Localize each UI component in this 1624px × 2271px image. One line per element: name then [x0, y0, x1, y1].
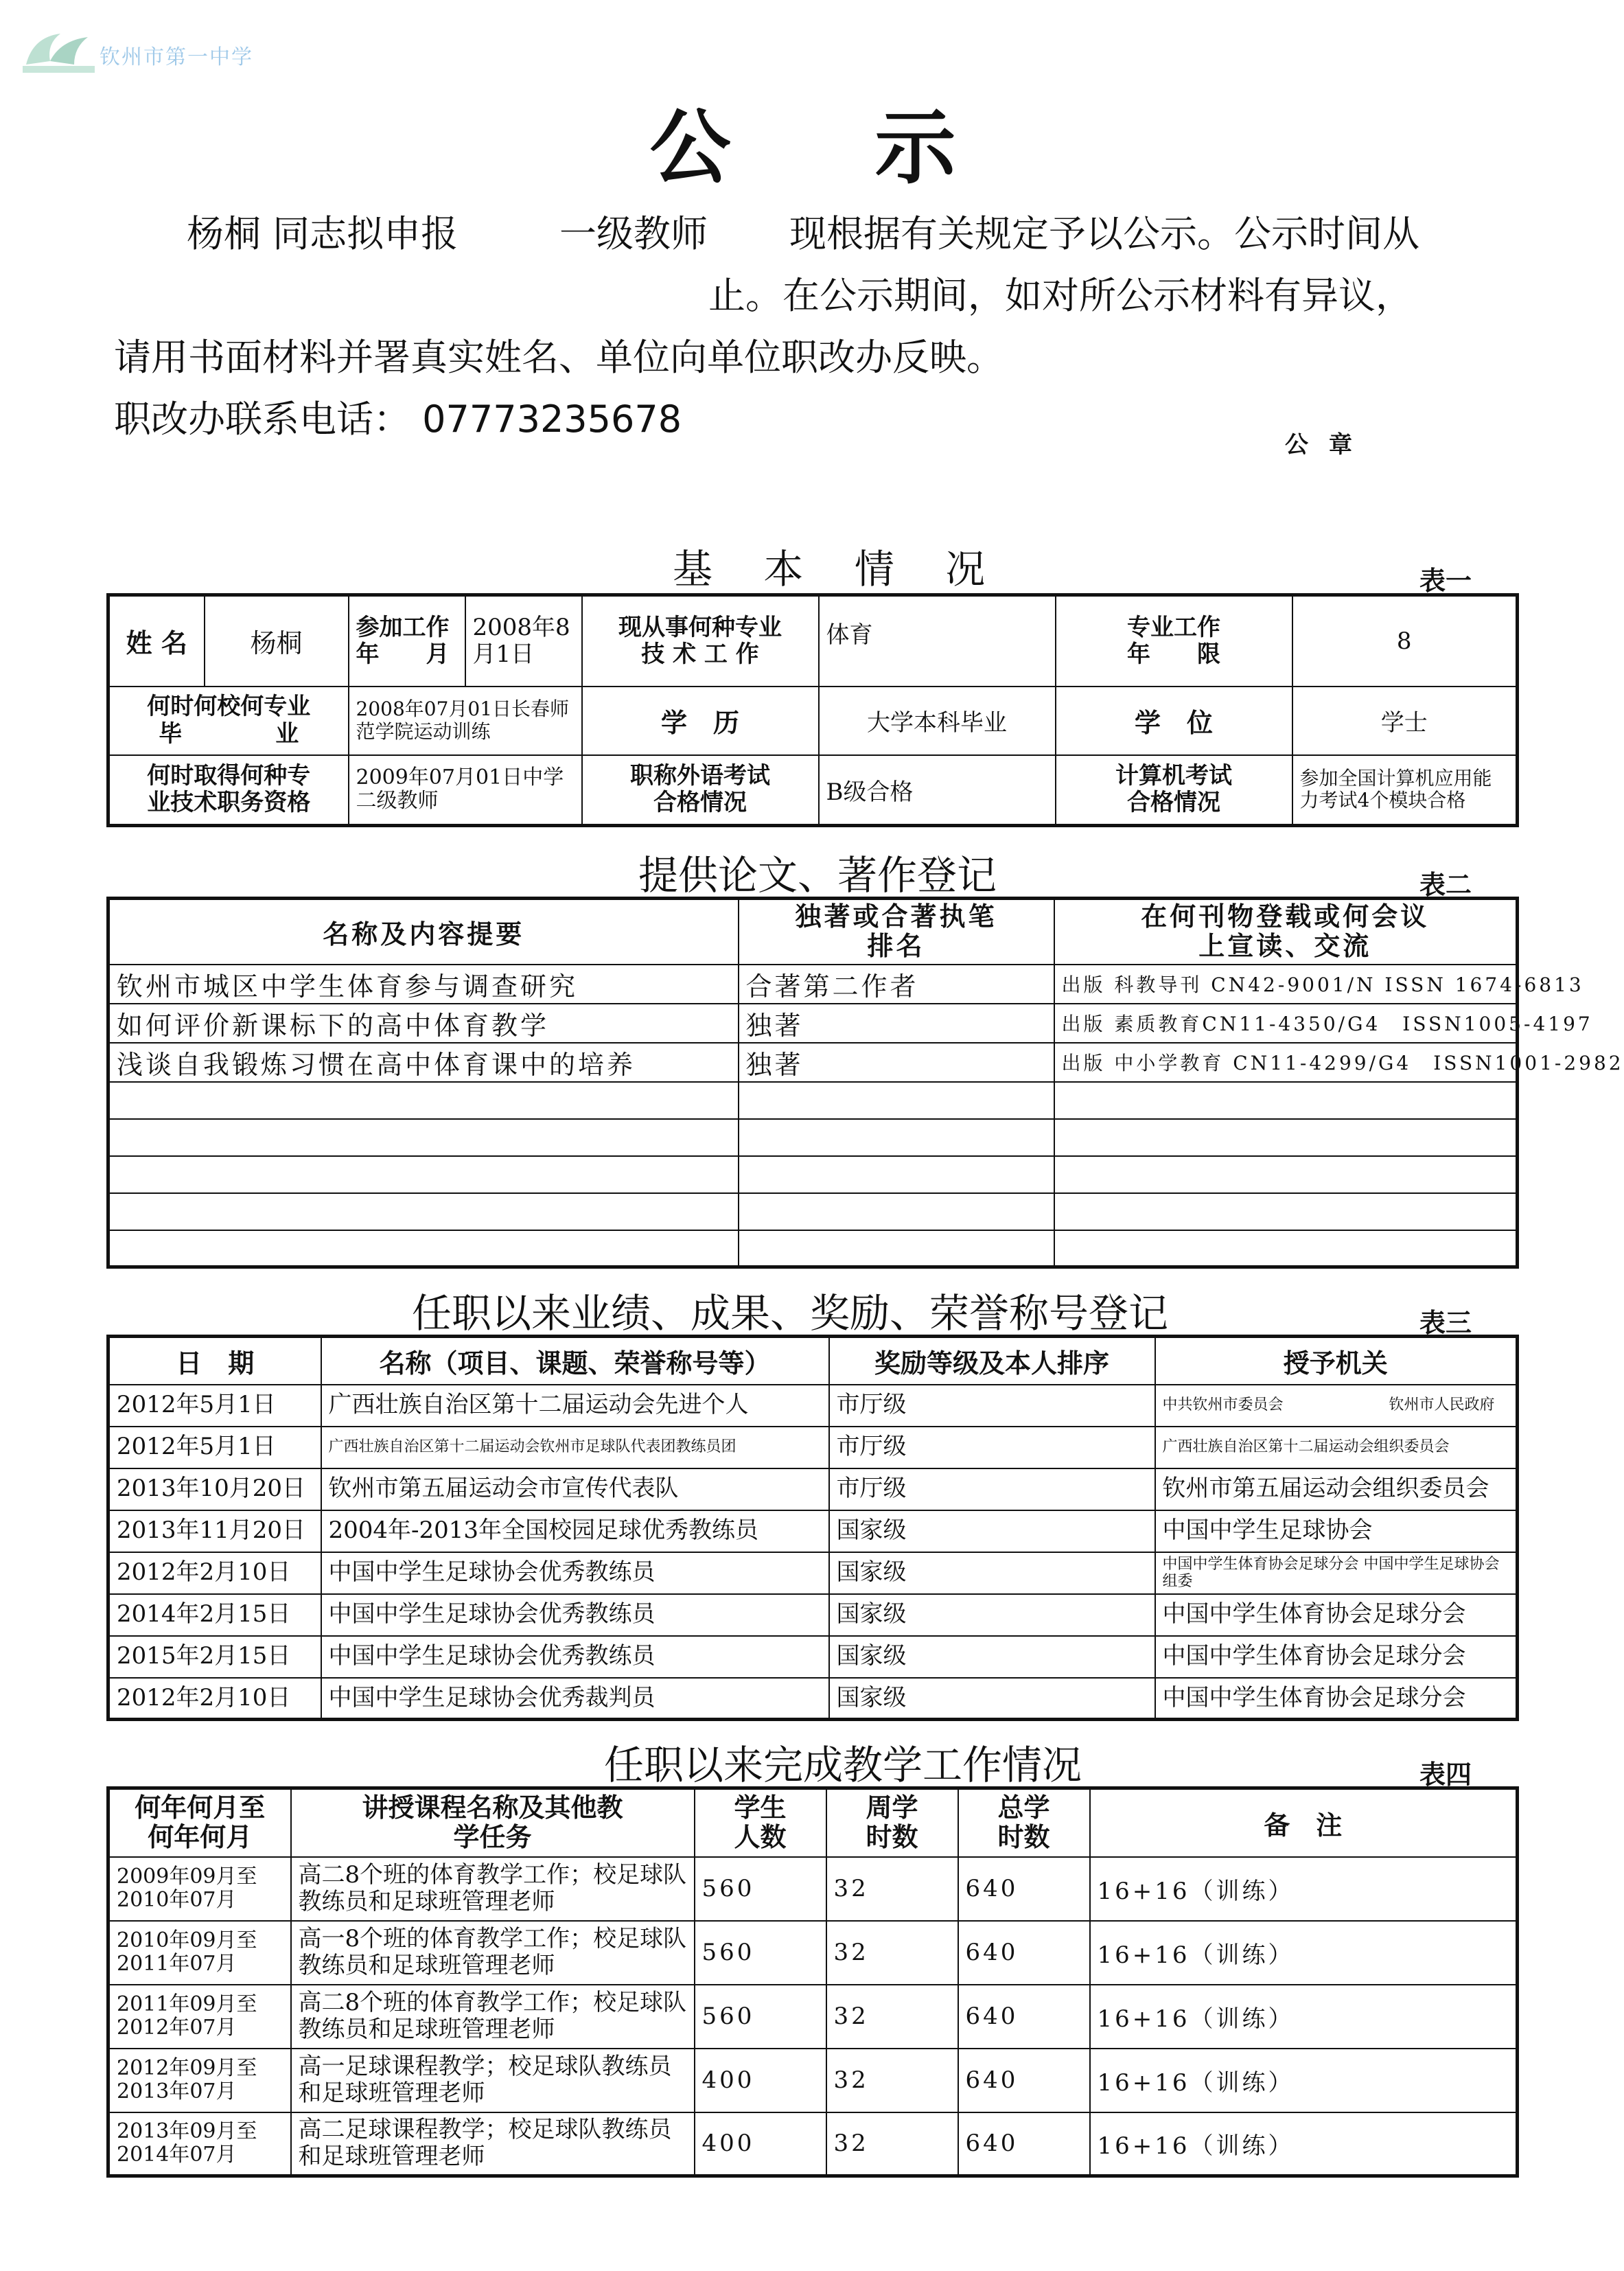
major-label-1: 现从事何种专业	[618, 613, 782, 641]
award-name: 中国中学生足球协会优秀教练员	[321, 1636, 829, 1678]
papers-row	[108, 1193, 1518, 1230]
lang-label	[582, 755, 819, 826]
award-date: 2012年5月1日	[108, 1385, 321, 1427]
notice-line2: 止。在公示期间，如对所公示材料有异议，	[708, 274, 1413, 317]
papers-row	[108, 1043, 1518, 1082]
awards-row	[108, 1385, 1518, 1427]
teach-period: 2011年09月至2012年07月	[108, 1985, 291, 2049]
teaching-row	[108, 2049, 1518, 2112]
teaching-row	[108, 1921, 1518, 1985]
teach-total: 640	[958, 2112, 1090, 2176]
awards-table	[106, 1335, 1519, 1721]
award-level: 国家级	[829, 1594, 1155, 1636]
teach-weekly: 32	[826, 1921, 958, 1985]
award-agency: 中国中学生体育协会足球分会	[1155, 1678, 1518, 1720]
award-level: 市厅级	[829, 1385, 1155, 1427]
teaching-table	[106, 1786, 1519, 2178]
teach-course: 高二8个班的体育教学工作；校足球队教练员和足球班管理老师	[291, 1857, 695, 1921]
awards-row	[108, 1552, 1518, 1594]
papers-header-rank: 独著或合著执笔排名	[739, 899, 1054, 965]
teach-course: 高二足球课程教学；校足球队教练员和足球班管理老师	[291, 2112, 695, 2176]
award-level: 国家级	[829, 1636, 1155, 1678]
paper-venue: 出版 中小学教育 CN11-4299/G4 ISSN1001-2982	[1054, 1043, 1518, 1082]
paper-venue	[1054, 1230, 1518, 1267]
comp-value: 参加全国计算机应用能力考试4个模块合格	[1292, 755, 1518, 826]
teaching-header-period: 何年何月至何年何月	[108, 1788, 291, 1857]
table-label-4: 表四	[1419, 1760, 1472, 1790]
years-label-2: 年 限	[1127, 640, 1220, 668]
major-value: 体育	[819, 595, 1056, 687]
award-agency: 中国中学生足球协会	[1155, 1510, 1518, 1552]
comp-label-2: 合格情况	[1127, 789, 1220, 817]
edu-label: 学 历	[582, 687, 819, 755]
awards-row	[108, 1636, 1518, 1678]
teach-weekly: 32	[826, 2049, 958, 2112]
seal-label: 公章	[1285, 431, 1373, 459]
teach-weekly: 32	[826, 2112, 958, 2176]
award-name: 广西壮族自治区第十二届运动会钦州市足球队代表团教练员团	[321, 1427, 829, 1468]
award-date: 2014年2月15日	[108, 1594, 321, 1636]
notice-title: 一级教师	[559, 212, 708, 255]
lang-value: B级合格	[819, 755, 1056, 826]
teach-students: 400	[695, 2112, 826, 2176]
teach-notes: 16+16（训练）	[1090, 2112, 1518, 2176]
page-title: 公示	[649, 100, 1100, 195]
edu-value: 大学本科毕业	[819, 687, 1056, 755]
grad-value: 2008年07月01日长春师范学院运动训练	[349, 687, 582, 755]
awards-row	[108, 1510, 1518, 1552]
notice-line4: 职改办联系电话： 07773235678	[114, 397, 682, 441]
work-start-label-1: 参加工作	[356, 613, 450, 641]
comp-label-1: 计算机考试	[1115, 762, 1232, 790]
papers-table	[106, 897, 1624, 1269]
section-title-papers: 提供论文、著作登记	[638, 852, 997, 899]
awards-header-level: 奖励等级及本人排序	[829, 1337, 1155, 1385]
work-start-value: 2008年8月1日	[465, 595, 582, 687]
award-name: 中国中学生足球协会优秀教练员	[321, 1552, 829, 1594]
teach-students: 560	[695, 1857, 826, 1921]
teach-course: 高一足球课程教学；校足球队教练员和足球班管理老师	[291, 2049, 695, 2112]
teaching-header-weekly: 周学时数	[826, 1788, 958, 1857]
award-level: 国家级	[829, 1510, 1155, 1552]
award-agency: 钦州市第五届运动会组织委员会	[1155, 1468, 1518, 1510]
award-level: 市厅级	[829, 1468, 1155, 1510]
papers-header-venue: 在何刊物登载或何会议上宣读、交流	[1054, 899, 1518, 965]
awards-row	[108, 1678, 1518, 1720]
papers-row	[108, 1230, 1518, 1267]
papers-row	[108, 1119, 1518, 1156]
grad-label	[108, 687, 349, 755]
awards-header-agency: 授予机关	[1155, 1337, 1518, 1385]
paper-name: 浅谈自我锻炼习惯在高中体育课中的培养	[108, 1043, 739, 1082]
awards-header-date: 日 期	[108, 1337, 321, 1385]
paper-rank	[739, 1082, 1054, 1119]
teaching-row	[108, 2112, 1518, 2176]
paper-venue	[1054, 1193, 1518, 1230]
paper-venue	[1054, 1156, 1518, 1193]
teach-course: 高二8个班的体育教学工作；校足球队教练员和足球班管理老师	[291, 1985, 695, 2049]
notice-line1: 现根据有关规定予以公示。公示时间从	[789, 212, 1419, 255]
teaching-header-total: 总学时数	[958, 1788, 1090, 1857]
teach-course: 高一8个班的体育教学工作；校足球队教练员和足球班管理老师	[291, 1921, 695, 1985]
paper-name	[108, 1230, 739, 1267]
name-label: 姓 名	[108, 595, 205, 687]
work-start-label-2: 年 月	[356, 640, 450, 668]
teach-total: 640	[958, 2049, 1090, 2112]
section-title-basic: 基 本 情 况	[673, 546, 1005, 592]
lang-label-2: 合格情况	[653, 789, 747, 817]
paper-rank	[739, 1156, 1054, 1193]
award-name: 钦州市第五届运动会市宣传代表队	[321, 1468, 829, 1510]
qual-label-2: 业技术职务资格	[147, 789, 311, 817]
teaching-header-course: 讲授课程名称及其他教学任务	[291, 1788, 695, 1857]
award-date: 2012年5月1日	[108, 1427, 321, 1468]
award-agency: 中国中学生体育协会足球分会	[1155, 1594, 1518, 1636]
paper-rank	[739, 1230, 1054, 1267]
award-level: 国家级	[829, 1678, 1155, 1720]
paper-name	[108, 1082, 739, 1119]
teach-period: 2010年09月至2011年07月	[108, 1921, 291, 1985]
paper-name	[108, 1156, 739, 1193]
awards-header-name: 名称（项目、课题、荣誉称号等）	[321, 1337, 829, 1385]
comp-label	[1056, 755, 1292, 826]
teaching-header-students: 学生人数	[695, 1788, 826, 1857]
teach-notes: 16+16（训练）	[1090, 1921, 1518, 1985]
major-label-2: 技 术 工 作	[641, 640, 759, 668]
award-date: 2012年2月10日	[108, 1552, 321, 1594]
paper-venue	[1054, 1119, 1518, 1156]
qual-label-1: 何时取得何种专	[147, 762, 311, 790]
section-title-awards: 任职以来业绩、成果、奖励、荣誉称号登记	[412, 1290, 1169, 1337]
award-name: 中国中学生足球协会优秀教练员	[321, 1594, 829, 1636]
teaching-row	[108, 1985, 1518, 2049]
notice-line3: 请用书面材料并署真实姓名、单位向单位职改办反映。	[114, 336, 1004, 379]
award-name: 2004年-2013年全国校园足球优秀教练员	[321, 1510, 829, 1552]
table-label-3: 表三	[1419, 1308, 1472, 1338]
award-level: 国家级	[829, 1552, 1155, 1594]
degree-label: 学 位	[1056, 687, 1292, 755]
paper-rank: 独著	[739, 1004, 1054, 1043]
paper-rank: 合著第二作者	[739, 965, 1054, 1004]
awards-row	[108, 1594, 1518, 1636]
papers-row	[108, 1004, 1518, 1043]
teach-students: 560	[695, 1985, 826, 2049]
teach-period: 2012年09月至2013年07月	[108, 2049, 291, 2112]
teach-students: 560	[695, 1921, 826, 1985]
teach-period: 2013年09月至2014年07月	[108, 2112, 291, 2176]
teach-weekly: 32	[826, 1857, 958, 1921]
table-label-2: 表二	[1419, 870, 1472, 900]
qual-label	[108, 755, 349, 826]
grad-label-2: 毕 业	[159, 719, 299, 748]
paper-name: 如何评价新课标下的高中体育教学	[108, 1004, 739, 1043]
teach-period: 2009年09月至2010年07月	[108, 1857, 291, 1921]
teach-weekly: 32	[826, 1985, 958, 2049]
teach-notes: 16+16（训练）	[1090, 1857, 1518, 1921]
teach-notes: 16+16（训练）	[1090, 1985, 1518, 2049]
table-label-1: 表一	[1419, 566, 1472, 596]
award-agency: 广西壮族自治区第十二届运动会组织委员会	[1155, 1427, 1518, 1468]
years-label-1: 专业工作	[1127, 613, 1220, 641]
basic-info-table	[106, 593, 1519, 827]
paper-rank	[739, 1193, 1054, 1230]
section-title-teaching: 任职以来完成教学工作情况	[604, 1742, 1082, 1788]
teaching-header-notes: 备 注	[1090, 1788, 1518, 1857]
logo-text: 钦州市第一中学	[100, 45, 253, 69]
papers-row	[108, 1156, 1518, 1193]
paper-venue: 出版 素质教育CN11-4350/G4 ISSN1005-4197	[1054, 1004, 1518, 1043]
grad-label-1: 何时何校何专业	[147, 693, 311, 721]
paper-name	[108, 1119, 739, 1156]
notice-name: 杨桐 同志拟申报	[187, 212, 459, 255]
name-value: 杨桐	[205, 595, 349, 687]
work-start-label	[349, 595, 465, 687]
award-date: 2013年11月20日	[108, 1510, 321, 1552]
award-name: 广西壮族自治区第十二届运动会先进个人	[321, 1385, 829, 1427]
paper-rank	[739, 1119, 1054, 1156]
years-value: 8	[1292, 595, 1518, 687]
papers-row	[108, 965, 1518, 1004]
paper-name	[108, 1193, 739, 1230]
papers-header-name: 名称及内容提要	[108, 899, 739, 965]
award-agency: 中国中学生体育协会足球分会	[1155, 1636, 1518, 1678]
teach-students: 400	[695, 2049, 826, 2112]
awards-row	[108, 1427, 1518, 1468]
award-date: 2013年10月20日	[108, 1468, 321, 1510]
school-logo-icon	[19, 23, 102, 85]
qual-value: 2009年07月01日中学二级教师	[349, 755, 582, 826]
award-agency: 中国中学生体育协会足球分会 中国中学生足球协会组委	[1155, 1552, 1518, 1594]
awards-row	[108, 1468, 1518, 1510]
teach-total: 640	[958, 1921, 1090, 1985]
teach-total: 640	[958, 1857, 1090, 1921]
award-name: 中国中学生足球协会优秀裁判员	[321, 1678, 829, 1720]
years-label	[1056, 595, 1292, 687]
award-agency: 中共钦州市委员会 钦州市人民政府	[1155, 1385, 1518, 1427]
papers-row	[108, 1082, 1518, 1119]
award-date: 2012年2月10日	[108, 1678, 321, 1720]
paper-venue: 出版 科教导刊 CN42-9001/N ISSN 1674-6813	[1054, 965, 1518, 1004]
degree-value: 学士	[1292, 687, 1518, 755]
award-level: 市厅级	[829, 1427, 1155, 1468]
paper-venue	[1054, 1082, 1518, 1119]
teach-notes: 16+16（训练）	[1090, 2049, 1518, 2112]
teaching-row	[108, 1857, 1518, 1921]
teach-total: 640	[958, 1985, 1090, 2049]
major-label	[582, 595, 819, 687]
paper-name: 钦州市城区中学生体育参与调查研究	[108, 965, 739, 1004]
lang-label-1: 职称外语考试	[630, 762, 770, 790]
award-date: 2015年2月15日	[108, 1636, 321, 1678]
paper-rank: 独著	[739, 1043, 1054, 1082]
